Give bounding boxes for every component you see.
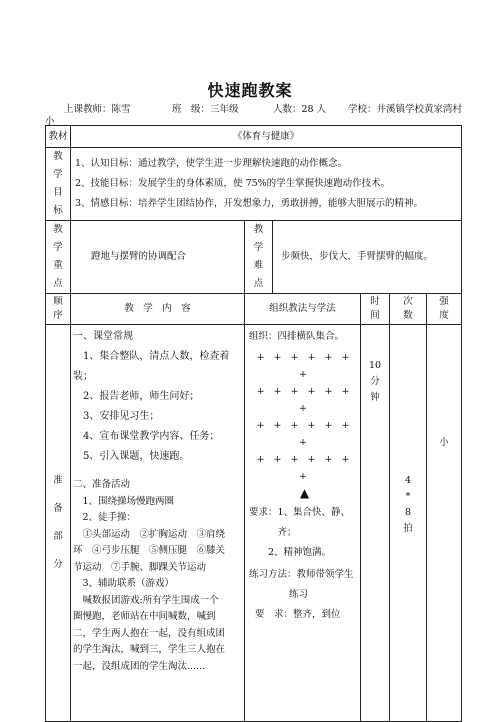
warmup-line: 的学生淘汰，喊到三，学生三人抱在 xyxy=(73,644,226,655)
method-header: 组织教法与学法 xyxy=(245,294,361,325)
difficulty-value: 步频快，步伐大，手臂摆臂的幅度。 xyxy=(273,221,462,294)
lesson-plan-table xyxy=(45,125,462,722)
warmup-line: 二、准备活动 xyxy=(73,479,131,490)
formation-row: + + + + + + + xyxy=(256,352,353,380)
difficulty-label: 教 学 难 点 xyxy=(245,221,273,294)
warmup-line: 圈慢跑，老师站在中间喊数，喊到 xyxy=(73,611,216,622)
requirement-line: 2、精神饱满。 xyxy=(249,547,332,558)
content-line: 4、宣布课堂教学内容、任务； xyxy=(73,431,220,442)
preparation-time: 10 分 钟 xyxy=(361,325,390,722)
content-line: 2、报告老师，师生问好； xyxy=(73,391,200,402)
content-line: 1、集合整队，清点人数，检查着 xyxy=(73,351,230,362)
warmup-line: 1、围绕操场慢跑两圈 xyxy=(73,495,175,507)
goal-item: 2、技能目标：发展学生的身体素质，使 75%的学生掌握快速跑动作技术。 xyxy=(75,178,391,189)
intensity-header: 强 度 xyxy=(427,294,462,325)
key-value: 蹬地与摆臂的协调配合 xyxy=(71,221,245,294)
content-line: 3、安排见习生； xyxy=(73,411,160,422)
preparation-label: 准 备 部 分 xyxy=(46,325,71,722)
goals-row xyxy=(46,148,462,221)
content-line: 装； xyxy=(73,371,93,382)
goal-item: 1、认知目标：通过教学，使学生进一步理解快速跑的动作概念。 xyxy=(75,158,348,169)
material-row xyxy=(46,126,462,148)
practice-line: 练习 xyxy=(289,589,309,600)
column-header-row xyxy=(46,294,462,325)
class-info: 班 级：三年级 xyxy=(172,104,239,115)
document-title: 快速跑教案 xyxy=(207,81,293,100)
material-label: 教材 xyxy=(46,126,71,148)
material-value: 《体育与健康》 xyxy=(71,126,462,148)
practice-line: 要 求：整齐，到位 xyxy=(255,609,341,620)
preparation-content xyxy=(71,325,245,722)
requirement-line: 要求：1、集合快、静、 xyxy=(249,507,351,518)
warmup-line: 3、辅助联系（游戏） xyxy=(73,578,175,589)
content-line: 一、课堂常规 xyxy=(73,331,133,342)
student-count: 人数：28 人 xyxy=(273,104,327,115)
time-header: 时 间 xyxy=(361,294,390,325)
key-label: 教 学 重 点 xyxy=(46,221,71,294)
practice-line: 练习方法：教师带领学生 xyxy=(249,569,354,580)
order-header: 顺 序 xyxy=(46,294,71,325)
formation-row: + + + + + + + xyxy=(256,420,353,448)
formation-row: + + + + + + + xyxy=(256,454,353,482)
content-line: 5、引入课题，快速跑。 xyxy=(73,451,190,462)
content-header: 教 学 内 容 xyxy=(71,294,245,325)
warmup-line: 2、徒手操： xyxy=(73,512,137,523)
key-points-row xyxy=(46,221,462,294)
warmup-line: 一起，没组成团的学生淘汰...... xyxy=(73,660,206,672)
goal-item: 3、情感目标：培养学生团结协作，开发想象力，勇敢拼搏，能够大胆展示的精神。 xyxy=(75,198,424,209)
teacher-triangle-icon: ▲ xyxy=(299,486,310,500)
preparation-count: 4 * 8 拍 xyxy=(390,325,427,722)
preparation-method xyxy=(245,325,361,722)
school-info: 学校：井溪镇学校黄家湾村 xyxy=(348,104,463,115)
school-info-wrap: 小 xyxy=(45,116,55,127)
goals-content xyxy=(71,148,462,221)
organization-text: 组织：四排横队集合。 xyxy=(249,331,345,342)
teacher-info: 上课教师：陈雪 xyxy=(64,104,131,115)
requirement-line: 齐； xyxy=(249,527,297,538)
preparation-intensity: 小 xyxy=(427,325,462,722)
formation-diagram xyxy=(249,347,360,502)
warmup-line: 环 ④弓步压腿 ⑤侧压腿 ⑥膝关 xyxy=(73,545,226,556)
warmup-line: 喊数报团游戏:所有学生围成一个 xyxy=(73,594,219,606)
formation-row: + + + + + + + xyxy=(256,386,353,414)
warmup-line: 二，学生两人抱在一起，没有组成团 xyxy=(73,627,226,639)
warmup-line: 节运动 ⑦手腕、脚踝关节运动 xyxy=(73,561,207,573)
times-header: 次 数 xyxy=(390,294,427,325)
goals-label: 教 学 目 标 xyxy=(46,148,71,221)
warmup-line: ①头部运动 ②扩胸运动 ③肩绕 xyxy=(73,528,226,540)
preparation-row xyxy=(46,325,462,722)
